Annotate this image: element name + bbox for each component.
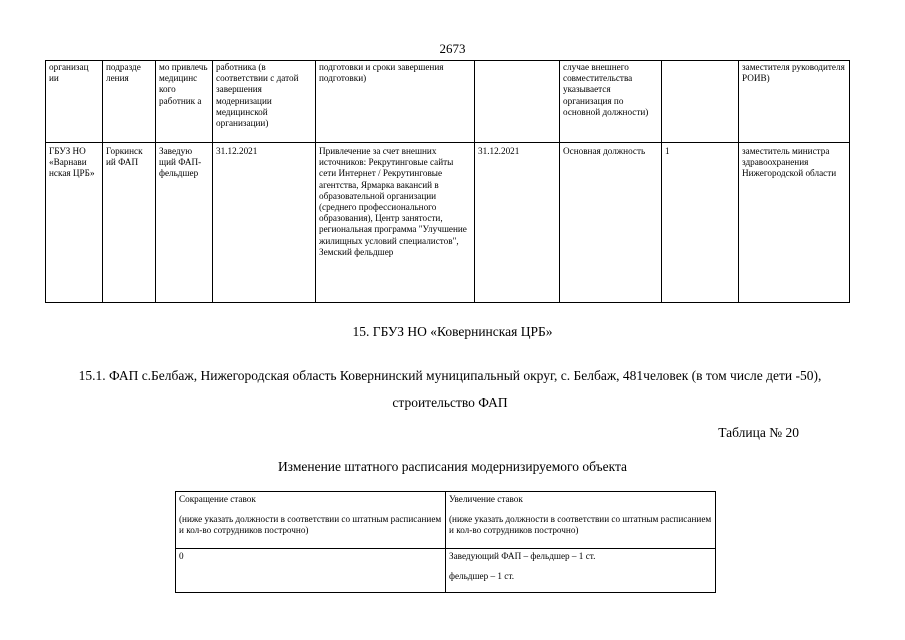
- table-cell: [662, 61, 739, 143]
- table-cell: 31.12.2021: [475, 143, 560, 303]
- table-cell: [475, 61, 560, 143]
- table-cell: организац ии: [46, 61, 103, 143]
- staff-change-table: [175, 491, 716, 593]
- table-cell: работника (в соответствии с датой завершения модернизации медицинской организации): [213, 61, 316, 143]
- section-heading: 15. ГБУЗ НО «Ковернинская ЦРБ»: [352, 324, 553, 339]
- table-cell: заместителя руководителя РОИВ): [739, 61, 850, 143]
- table-cell: 1: [662, 143, 739, 303]
- table-row: [46, 143, 850, 303]
- table-cell: подразде ления: [103, 61, 156, 143]
- table-cell: заместитель министра здравоохранения Нижегородской области: [739, 143, 850, 303]
- subsection-text: 15.1. ФАП с.Белбаж, Нижегородская область Ковернинский муниципальный округ, с. Белбаж, 481человек (в том числе дети -50), строительство ФАП: [78, 368, 822, 410]
- table-cell: ГБУЗ НО «Варнави нская ЦРБ»: [46, 143, 103, 303]
- table-title: Изменение штатного расписания модернизируемого объекта: [277, 459, 628, 474]
- increase-line: Заведующий ФАП – фельдшер – 1 ст.: [449, 551, 596, 561]
- reduction-value: 0: [176, 549, 446, 593]
- table-number: Таблица № 20: [718, 425, 799, 440]
- table-header-row: [176, 492, 716, 549]
- increase-header: Увеличение ставок: [449, 494, 523, 504]
- table-cell: подготовки и сроки завершения подготовки): [316, 61, 475, 143]
- increase-line: фельдшер – 1 ст.: [449, 570, 515, 581]
- table-cell: Заведую щий ФАП-фельдшер: [156, 143, 213, 303]
- reduction-header: Сокращение ставок: [179, 494, 256, 504]
- reduction-note: (ниже указать должности в соответствии со штатным расписанием и кол-во сотрудников построчно): [179, 513, 442, 535]
- increase-note: (ниже указать должности в соответствии со штатным расписанием и кол-во сотрудников построчно): [449, 513, 712, 535]
- table-row: [46, 61, 850, 143]
- table-cell: 31.12.2021: [213, 143, 316, 303]
- increase-header-cell: [446, 492, 716, 549]
- page-number: 2673: [439, 41, 466, 56]
- table-row: [176, 549, 716, 593]
- staffing-plan-table: [45, 60, 850, 303]
- reduction-header-cell: [176, 492, 446, 549]
- table-cell: мо привлечь медицинс кого работник а: [156, 61, 213, 143]
- table-cell: Горкинск ий ФАП: [103, 143, 156, 303]
- increase-values: [446, 549, 716, 593]
- table-cell: Основная должность: [560, 143, 662, 303]
- table-cell: Привлечение за счет внешних источников: Рекрутинговые сайты сети Интернет / Рекрутинговые агентства, Ярмарка вакансий в образовательной организации (среднего профессионального образования), Центр занятости, региональная программа "Улучшение жилищных условий специалистов", Земский фельдшер: [316, 143, 475, 303]
- table-cell: случае внешнего совместительства указывается организация по основной должности): [560, 61, 662, 143]
